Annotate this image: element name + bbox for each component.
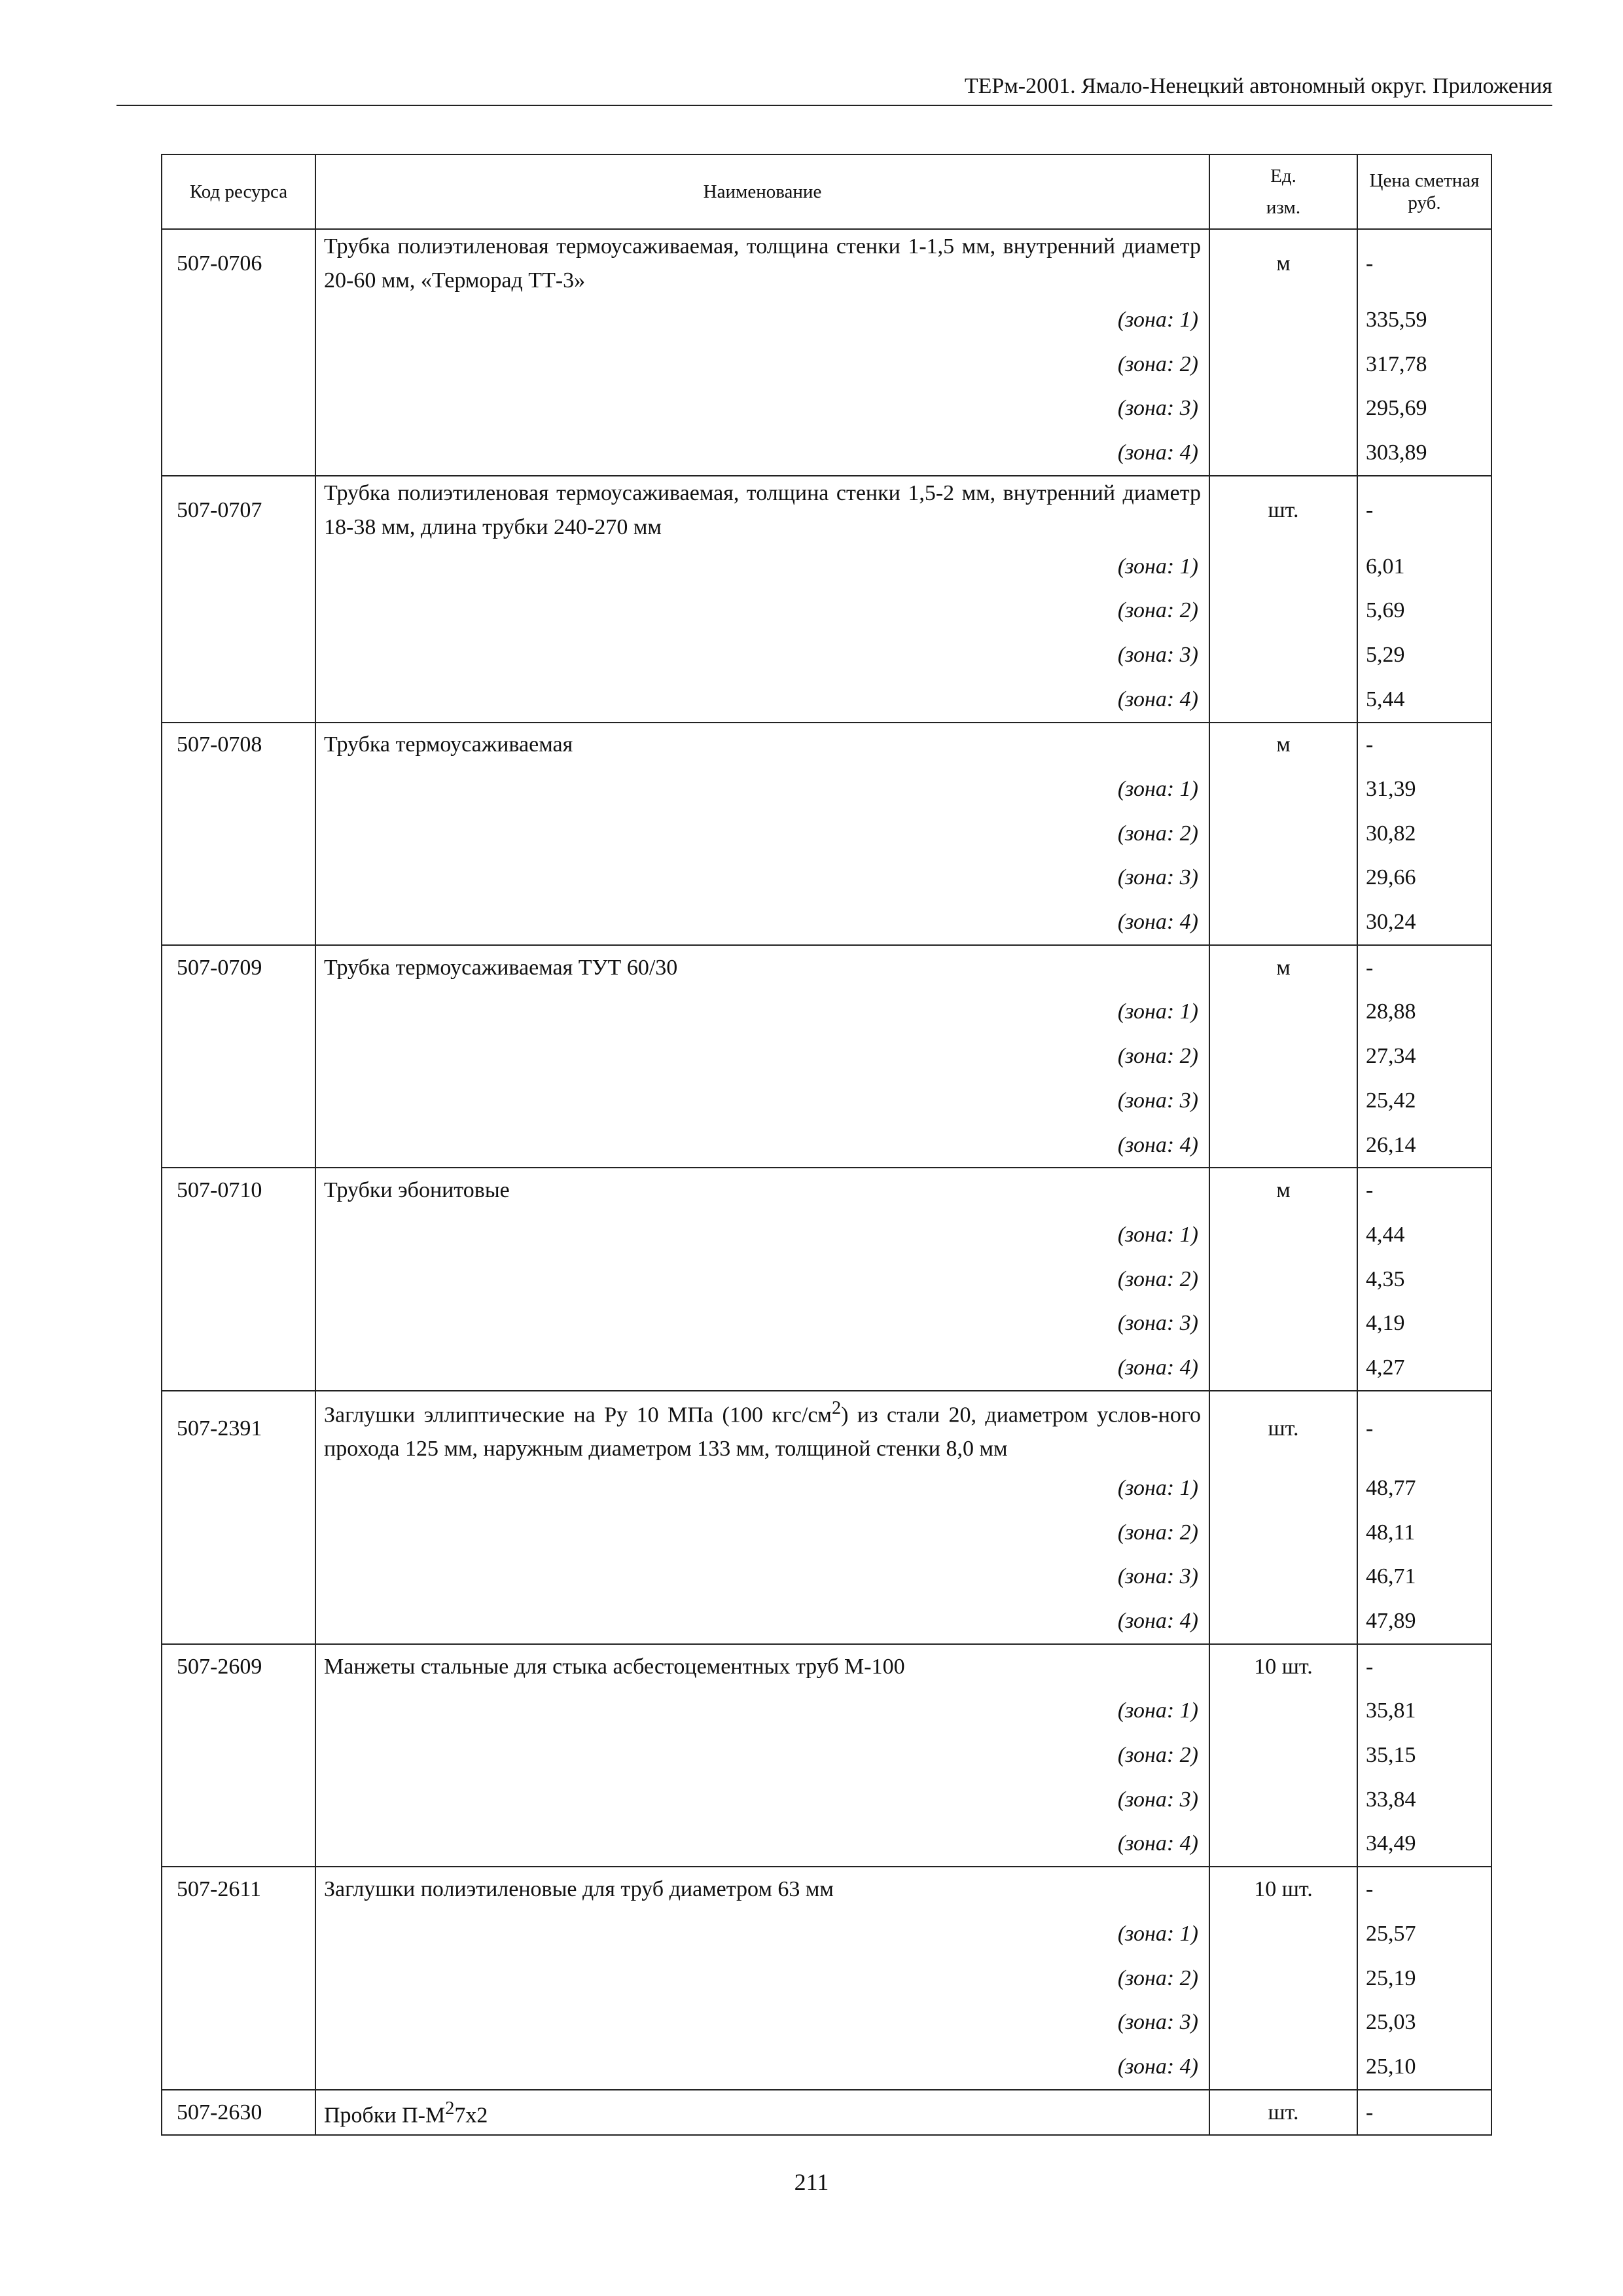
zone-code-cell [162, 990, 315, 1035]
resource-code: 507-0710 [162, 1168, 315, 1213]
resource-price: - [1357, 723, 1491, 768]
resource-price: - [1357, 945, 1491, 990]
zone-row [162, 386, 1491, 431]
zone-code-cell [162, 1213, 315, 1257]
zone-code-cell [162, 1346, 315, 1391]
zone-label: (зона: 1) [315, 1466, 1209, 1511]
zone-unit-cell [1209, 1213, 1357, 1257]
zone-row [162, 1956, 1491, 2001]
resource-price: - [1357, 1168, 1491, 1213]
price-header-line1: Цена сметная [1369, 170, 1480, 191]
zone-unit-cell [1209, 812, 1357, 856]
zone-unit-cell [1209, 2045, 1357, 2090]
zone-price: 33,84 [1357, 1778, 1491, 1822]
zone-label: (зона: 1) [315, 545, 1209, 589]
zone-row [162, 545, 1491, 589]
zone-label: (зона: 4) [315, 1123, 1209, 1168]
zone-code-cell [162, 2045, 315, 2090]
zone-code-cell [162, 1511, 315, 1555]
zone-label: (зона: 3) [315, 1079, 1209, 1123]
zone-price: 295,69 [1357, 386, 1491, 431]
resource-row [162, 1867, 1491, 1912]
zone-label: (зона: 4) [315, 1599, 1209, 1644]
zone-row [162, 1822, 1491, 1867]
resource-code: 507-0707 [162, 476, 315, 545]
zone-unit-cell [1209, 900, 1357, 945]
zone-label: (зона: 1) [315, 767, 1209, 812]
zone-row [162, 298, 1491, 342]
zone-unit-cell [1209, 1778, 1357, 1822]
zone-row [162, 633, 1491, 677]
resource-name: Трубка полиэтиленовая термоусаживаемая, толщина стенки 1-1,5 мм, внутренний диаметр 20-60 мм, «Терморад ТТ-3» [315, 229, 1209, 298]
zone-label: (зона: 2) [315, 812, 1209, 856]
zone-price: 4,19 [1357, 1301, 1491, 1346]
resource-name: Трубка полиэтиленовая термоусаживаемая, толщина стенки 1,5-2 мм, внутренний диаметр 18-38 мм, длина трубки 240-270 мм [315, 476, 1209, 545]
zone-label: (зона: 1) [315, 1912, 1209, 1956]
zone-label: (зона: 2) [315, 1034, 1209, 1079]
unit-header-line2: изм. [1266, 197, 1301, 218]
zone-label: (зона: 3) [315, 1555, 1209, 1600]
table-body [162, 229, 1491, 2135]
zone-unit-cell [1209, 1123, 1357, 1168]
resource-unit: м [1209, 945, 1357, 990]
zone-label: (зона: 4) [315, 900, 1209, 945]
zone-price: 30,24 [1357, 900, 1491, 945]
zone-unit-cell [1209, 856, 1357, 901]
zone-code-cell [162, 1257, 315, 1302]
zone-label: (зона: 3) [315, 633, 1209, 677]
zone-unit-cell [1209, 1346, 1357, 1391]
resource-name: Манжеты стальные для стыка асбестоцементных труб М-100 [315, 1644, 1209, 1689]
resource-row [162, 229, 1491, 298]
resource-row [162, 945, 1491, 990]
column-header-name: Наименование [315, 154, 1209, 229]
zone-unit-cell [1209, 431, 1357, 476]
zone-code-cell [162, 298, 315, 342]
zone-price: 25,57 [1357, 1912, 1491, 1956]
resource-unit: м [1209, 1168, 1357, 1213]
zone-unit-cell [1209, 298, 1357, 342]
zone-row [162, 1599, 1491, 1644]
zone-label: (зона: 3) [315, 2000, 1209, 2045]
zone-unit-cell [1209, 1301, 1357, 1346]
zone-unit-cell [1209, 633, 1357, 677]
zone-price: 26,14 [1357, 1123, 1491, 1168]
zone-row [162, 1123, 1491, 1168]
zone-row [162, 812, 1491, 856]
zone-price: 25,19 [1357, 1956, 1491, 2001]
resource-unit: 10 шт. [1209, 1867, 1357, 1912]
zone-label: (зона: 2) [315, 1956, 1209, 2001]
zone-label: (зона: 4) [315, 431, 1209, 476]
zone-row [162, 1257, 1491, 1302]
resource-code: 507-0709 [162, 945, 315, 990]
resource-code: 507-0706 [162, 229, 315, 298]
resource-code: 507-2609 [162, 1644, 315, 1689]
zone-label: (зона: 2) [315, 1257, 1209, 1302]
zone-price: 4,35 [1357, 1257, 1491, 1302]
zone-row [162, 856, 1491, 901]
zone-row [162, 1912, 1491, 1956]
zone-row [162, 1689, 1491, 1734]
resource-name: Трубки эбонитовые [315, 1168, 1209, 1213]
zone-price: 5,29 [1357, 633, 1491, 677]
zone-price: 30,82 [1357, 812, 1491, 856]
zone-price: 25,10 [1357, 2045, 1491, 2090]
zone-price: 303,89 [1357, 431, 1491, 476]
zone-unit-cell [1209, 1555, 1357, 1600]
zone-code-cell [162, 856, 315, 901]
resource-unit: шт. [1209, 476, 1357, 545]
zone-code-cell [162, 1912, 315, 1956]
zone-price: 29,66 [1357, 856, 1491, 901]
zone-unit-cell [1209, 1733, 1357, 1778]
zone-price: 35,15 [1357, 1733, 1491, 1778]
column-header-code: Код ресурса [162, 154, 315, 229]
zone-unit-cell [1209, 1912, 1357, 1956]
zone-unit-cell [1209, 2000, 1357, 2045]
resource-row [162, 476, 1491, 545]
zone-price: 25,03 [1357, 2000, 1491, 2045]
price-header-line2: руб. [1408, 192, 1441, 213]
resource-row [162, 1391, 1491, 1466]
zone-price: 27,34 [1357, 1034, 1491, 1079]
resource-price: - [1357, 1867, 1491, 1912]
zone-row [162, 677, 1491, 723]
table-header-row [162, 154, 1491, 229]
zone-code-cell [162, 1123, 315, 1168]
zone-label: (зона: 4) [315, 1822, 1209, 1867]
resource-name: Пробки $П-М^27х2$ [315, 2090, 1209, 2136]
zone-label: (зона: 3) [315, 856, 1209, 901]
resource-row [162, 1168, 1491, 1213]
zone-price: 35,81 [1357, 1689, 1491, 1734]
resource-unit: м [1209, 229, 1357, 298]
resource-row [162, 2090, 1491, 2136]
zone-unit-cell [1209, 545, 1357, 589]
zone-price: 5,69 [1357, 588, 1491, 633]
resource-unit: шт. [1209, 2090, 1357, 2136]
price-table [161, 154, 1492, 2136]
zone-unit-cell [1209, 1034, 1357, 1079]
zone-unit-cell [1209, 1511, 1357, 1555]
zone-unit-cell [1209, 588, 1357, 633]
zone-price: 46,71 [1357, 1555, 1491, 1600]
zone-row [162, 1778, 1491, 1822]
zone-price: 6,01 [1357, 545, 1491, 589]
zone-price: 317,78 [1357, 342, 1491, 387]
zone-row [162, 342, 1491, 387]
resource-name: Заглушки полиэтиленовые для труб диаметром 63 мм [315, 1867, 1209, 1912]
resource-unit: 10 шт. [1209, 1644, 1357, 1689]
zone-code-cell [162, 1599, 315, 1644]
zone-row [162, 1511, 1491, 1555]
zone-label: (зона: 3) [315, 1778, 1209, 1822]
zone-unit-cell [1209, 990, 1357, 1035]
resource-unit: шт. [1209, 1391, 1357, 1466]
zone-label: (зона: 2) [315, 342, 1209, 387]
zone-row [162, 1079, 1491, 1123]
zone-row [162, 2000, 1491, 2045]
zone-label: (зона: 4) [315, 1346, 1209, 1391]
zone-price: 5,44 [1357, 677, 1491, 723]
zone-price: 25,42 [1357, 1079, 1491, 1123]
column-header-unit [1209, 154, 1357, 229]
zone-unit-cell [1209, 386, 1357, 431]
resource-code: 507-0708 [162, 723, 315, 768]
zone-label: (зона: 2) [315, 588, 1209, 633]
zone-code-cell [162, 767, 315, 812]
resource-name: Трубка термоусаживаемая ТУТ 60/30 [315, 945, 1209, 990]
zone-code-cell [162, 545, 315, 589]
resource-price: - [1357, 1391, 1491, 1466]
zone-row [162, 1213, 1491, 1257]
zone-code-cell [162, 1555, 315, 1600]
zone-row [162, 1733, 1491, 1778]
zone-price: 48,77 [1357, 1466, 1491, 1511]
zone-code-cell [162, 2000, 315, 2045]
zone-unit-cell [1209, 1466, 1357, 1511]
zone-unit-cell [1209, 1599, 1357, 1644]
unit-header-line1: Ед. [1270, 166, 1296, 187]
zone-code-cell [162, 1956, 315, 2001]
zone-code-cell [162, 633, 315, 677]
resource-price: - [1357, 1644, 1491, 1689]
header-rule [116, 105, 1552, 106]
zone-code-cell [162, 342, 315, 387]
zone-code-cell [162, 1079, 315, 1123]
zone-row [162, 767, 1491, 812]
zone-price: 31,39 [1357, 767, 1491, 812]
zone-row [162, 1301, 1491, 1346]
zone-label: (зона: 1) [315, 990, 1209, 1035]
zone-unit-cell [1209, 1079, 1357, 1123]
zone-code-cell [162, 1778, 315, 1822]
zone-label: (зона: 1) [315, 1213, 1209, 1257]
resource-name: Трубка термоусаживаемая [315, 723, 1209, 768]
zone-code-cell [162, 900, 315, 945]
resource-code: 507-2611 [162, 1867, 315, 1912]
zone-code-cell [162, 677, 315, 723]
zone-unit-cell [1209, 342, 1357, 387]
zone-price: 28,88 [1357, 990, 1491, 1035]
resource-row [162, 1644, 1491, 1689]
zone-unit-cell [1209, 1956, 1357, 2001]
zone-label: (зона: 2) [315, 1733, 1209, 1778]
zone-row [162, 1346, 1491, 1391]
zone-unit-cell [1209, 677, 1357, 723]
zone-price: 48,11 [1357, 1511, 1491, 1555]
zone-code-cell [162, 1466, 315, 1511]
zone-row [162, 431, 1491, 476]
zone-label: (зона: 4) [315, 677, 1209, 723]
zone-price: 47,89 [1357, 1599, 1491, 1644]
running-title: ТЕРм-2001. Ямало-Ненецкий автономный округ. Приложения [964, 74, 1552, 98]
resource-code: 507-2391 [162, 1391, 315, 1466]
zone-label: (зона: 4) [315, 2045, 1209, 2090]
zone-row [162, 990, 1491, 1035]
zone-code-cell [162, 1822, 315, 1867]
zone-code-cell [162, 1301, 315, 1346]
zone-price: 335,59 [1357, 298, 1491, 342]
resource-price: - [1357, 229, 1491, 298]
resource-name: Заглушки эллиптические на Ру 10 МПа (100 кгс/$см^2$) из стали 20, диаметром услов-ного прохода 125 мм, наружным диаметром 133 мм, толщиной стенки 8,0 мм [315, 1391, 1209, 1466]
resource-price: - [1357, 476, 1491, 545]
zone-unit-cell [1209, 1822, 1357, 1867]
zone-row [162, 1555, 1491, 1600]
zone-code-cell [162, 812, 315, 856]
resource-row [162, 723, 1491, 768]
zone-code-cell [162, 588, 315, 633]
zone-code-cell [162, 1689, 315, 1734]
column-header-price [1357, 154, 1491, 229]
resource-price: - [1357, 2090, 1491, 2136]
zone-unit-cell [1209, 1257, 1357, 1302]
zone-label: (зона: 3) [315, 1301, 1209, 1346]
zone-code-cell [162, 386, 315, 431]
zone-unit-cell [1209, 767, 1357, 812]
zone-label: (зона: 3) [315, 386, 1209, 431]
zone-row [162, 588, 1491, 633]
zone-label: (зона: 2) [315, 1511, 1209, 1555]
zone-row [162, 1034, 1491, 1079]
zone-price: 4,44 [1357, 1213, 1491, 1257]
zone-price: 4,27 [1357, 1346, 1491, 1391]
zone-label: (зона: 1) [315, 298, 1209, 342]
zone-unit-cell [1209, 1689, 1357, 1734]
zone-row [162, 900, 1491, 945]
resource-unit: м [1209, 723, 1357, 768]
zone-row [162, 1466, 1491, 1511]
page-number: 211 [794, 2169, 829, 2195]
resource-code: 507-2630 [162, 2090, 315, 2136]
zone-row [162, 2045, 1491, 2090]
zone-code-cell [162, 1034, 315, 1079]
zone-price: 34,49 [1357, 1822, 1491, 1867]
zone-label: (зона: 1) [315, 1689, 1209, 1734]
zone-code-cell [162, 431, 315, 476]
zone-code-cell [162, 1733, 315, 1778]
